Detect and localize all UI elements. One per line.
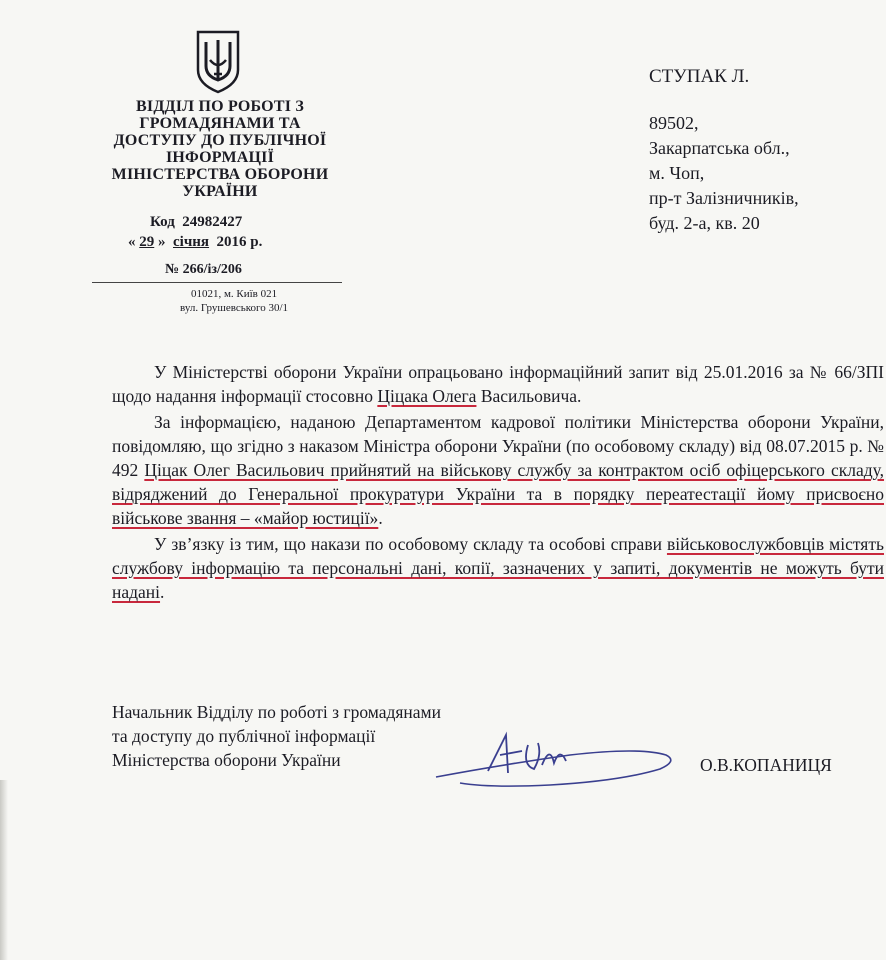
date-open-quote: « [128, 234, 136, 250]
highlighted-text: Ціцака Олега [377, 386, 477, 406]
body-text: . [378, 508, 383, 528]
code-label: Код [150, 214, 175, 230]
signer-name: О.В.КОПАНИЦЯ [700, 755, 832, 775]
header-line: МІНІСТЕРСТВА ОБОРОНИ [111, 166, 329, 183]
body-text: Васильовича. [476, 386, 582, 406]
header-line: ВІДДІЛ ПО РОБОТІ З [136, 98, 304, 115]
body-paragraph [112, 532, 884, 604]
signature-line: Міністерства оборони України [112, 750, 341, 770]
recipient-postcode: 89502, [649, 113, 699, 133]
scan-shadow [0, 780, 8, 960]
recipient-street: пр-т Залізничників, [649, 188, 799, 208]
registration-number: № 266/із/206 [165, 262, 242, 277]
body-text: За інформацією, наданою Департаментом кадрової політики Міністерства оборони України, повідомляю, що згідно з наказом Міністра оборони України (по особовому складу) від 08.07.2015 р. № 492 [112, 412, 884, 480]
recipient-block [649, 64, 799, 236]
header-line: УКРАЇНИ [182, 183, 258, 200]
body-text: . [160, 582, 165, 602]
address-line: вул. Грушевського 30/1 [180, 302, 289, 314]
header-line: ДОСТУПУ ДО ПУБЛІЧНОЇ [113, 132, 327, 149]
recipient-region: Закарпатська обл., [649, 138, 790, 158]
sender-header [86, 98, 354, 200]
header-divider [92, 282, 342, 283]
letter-date [128, 234, 262, 251]
organization-code [150, 214, 242, 231]
recipient-name: СТУПАК Л. [649, 66, 750, 87]
body-text: У зв’язку із тим, що накази по особовому складу та особові справи [154, 534, 667, 554]
date-year: 2016 р. [216, 234, 263, 250]
body-paragraph [112, 360, 884, 408]
date-day: 29 [139, 234, 155, 250]
highlighted-text: Ціцак Олег Васильович прийнятий на військову службу за контрактом осіб офіцерського складу, відряджений до Генеральної прокуратури України та в порядку переатестації йому присвоєно військове звання – «майор юстиції» [112, 460, 885, 528]
signature-line: та доступу до публічної інформації [112, 726, 376, 746]
handwritten-signature-icon [430, 725, 680, 795]
signature-title [112, 700, 441, 772]
coat-of-arms-icon [194, 30, 242, 94]
address-line: 01021, м. Київ 021 [190, 288, 278, 300]
code-value: 24982427 [182, 214, 243, 230]
letter-body [112, 360, 884, 604]
header-line: ІНФОРМАЦІЇ [165, 149, 275, 166]
sender-address [180, 287, 288, 315]
body-paragraph [112, 410, 884, 530]
signature-line: Начальник Відділу по роботі з громадянами [112, 702, 441, 722]
body-text: У Міністерстві оборони України опрацьовано інформаційний запит від 25.01.2016 за № 66/ЗПІ щодо надання інформації стосовно [112, 362, 884, 406]
recipient-city: м. Чоп, [649, 163, 705, 183]
date-month: січня [173, 234, 210, 250]
date-close-quote: » [158, 234, 166, 250]
recipient-building: буд. 2-а, кв. 20 [649, 213, 760, 233]
header-line: ГРОМАДЯНАМИ ТА [139, 115, 301, 132]
highlighted-text: військовослужбовців містять службову інформацію та персональні дані, копії, зазначених у запиті, документів не можуть бути надані [112, 534, 884, 602]
